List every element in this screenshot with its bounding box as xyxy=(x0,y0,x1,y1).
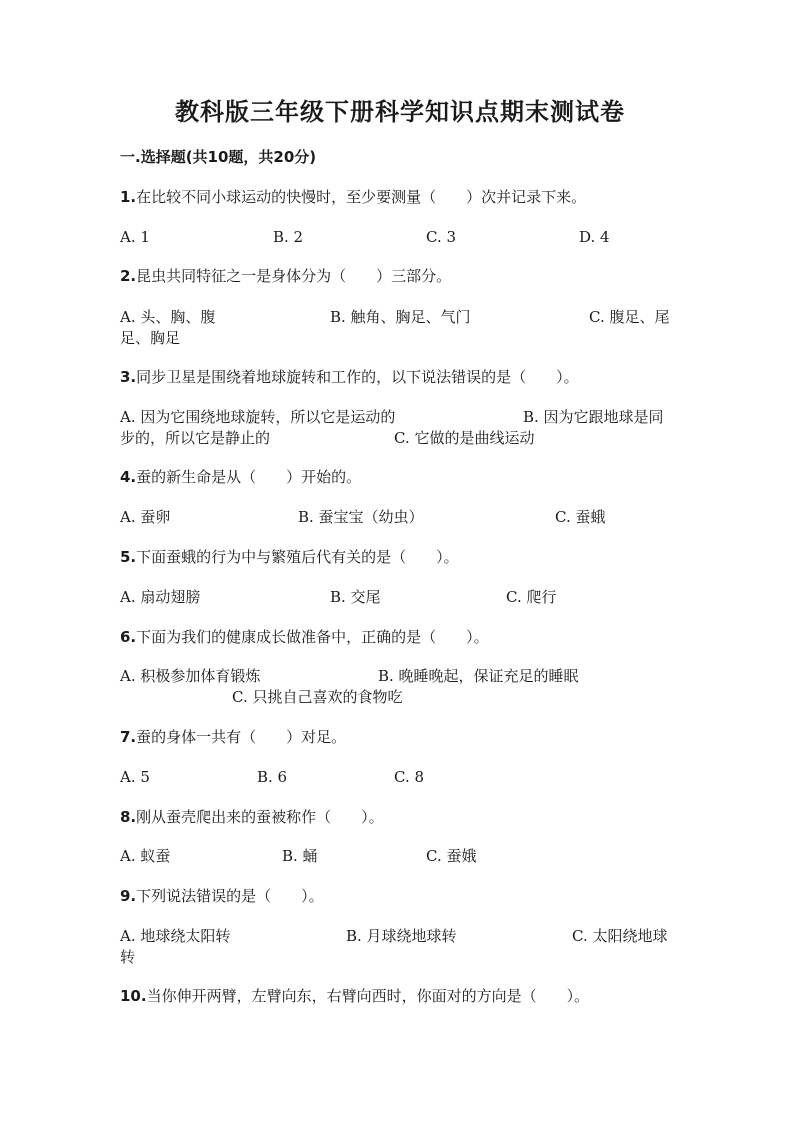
question-number: 7. xyxy=(120,728,137,746)
question-text: 蚕的身体一共有（ ）对足。 xyxy=(136,728,347,746)
option-b[interactable]: B. 蛹 xyxy=(282,847,318,865)
question-text: 下面为我们的健康成长做准备中，正确的是（ ）。 xyxy=(136,628,489,646)
question-text: 刚从蚕壳爬出来的蚕被称作（ ）。 xyxy=(136,808,384,826)
question-number: 5. xyxy=(120,548,137,566)
question-7 xyxy=(120,726,680,748)
question-text: 在比较不同小球运动的快慢时，至少要测量（ ）次并记录下来。 xyxy=(136,188,587,206)
question-text: 下列说法错误的是（ ）。 xyxy=(136,887,324,905)
option-b[interactable]: B. 6 xyxy=(257,768,288,786)
question-1 xyxy=(120,186,680,208)
option-b-continued: 步的，所以它是静止的 xyxy=(120,429,271,447)
option-a[interactable]: A. 1 xyxy=(120,228,150,246)
question-text: 当你伸开两臂，左臂向东，右臂向西时，你面对的方向是（ ）。 xyxy=(146,987,590,1005)
option-c[interactable]: C. 蚕娥 xyxy=(426,847,477,865)
page-title: 教科版三年级下册科学知识点期末测试卷 xyxy=(175,98,625,126)
option-a[interactable]: A. 5 xyxy=(120,768,150,786)
option-c[interactable]: C. 只挑自己喜欢的食物吃 xyxy=(232,688,403,706)
option-c[interactable]: C. 爬行 xyxy=(506,588,557,606)
question-3 xyxy=(120,366,680,388)
option-a[interactable]: A. 地球绕太阳转 xyxy=(120,927,231,945)
question-number: 2. xyxy=(120,267,137,285)
option-b[interactable]: B. 触角、胸足、气门 xyxy=(330,308,471,326)
option-a[interactable]: A. 扇动翅膀 xyxy=(120,588,201,606)
option-a[interactable]: A. 头、胸、腹 xyxy=(120,308,216,326)
question-9 xyxy=(120,885,680,907)
option-c[interactable]: C. 8 xyxy=(394,768,425,786)
option-a[interactable]: A. 蚁蚕 xyxy=(120,847,171,865)
question-5 xyxy=(120,546,680,568)
option-c[interactable]: C. 它做的是曲线运动 xyxy=(394,429,535,447)
question-text: 蚕的新生命是从（ ）开始的。 xyxy=(136,468,362,486)
question-8 xyxy=(120,806,680,828)
question-text: 昆虫共同特征之一是身体分为（ ）三部分。 xyxy=(136,267,452,285)
question-number: 4. xyxy=(120,468,137,486)
option-b[interactable]: B. 蚕宝宝（幼虫） xyxy=(298,508,424,526)
option-b[interactable]: B. 月球绕地球转 xyxy=(346,927,457,945)
option-c[interactable]: C. 3 xyxy=(426,228,457,246)
question-number: 1. xyxy=(120,188,137,206)
question-4 xyxy=(120,466,680,488)
option-c[interactable]: C. 太阳绕地球 xyxy=(572,927,668,945)
question-number: 3. xyxy=(120,368,137,386)
option-c[interactable]: C. 腹足、尾 xyxy=(589,308,670,326)
question-10 xyxy=(120,985,680,1007)
question-6 xyxy=(120,626,680,648)
question-text: 同步卫星是围绕着地球旋转和工作的，以下说法错误的是（ ）。 xyxy=(136,368,579,386)
question-2 xyxy=(120,265,680,287)
question-text: 下面蚕蛾的行为中与繁殖后代有关的是（ ）。 xyxy=(136,548,459,566)
option-b[interactable]: B. 晚睡晚起，保证充足的睡眠 xyxy=(378,667,579,685)
option-d[interactable]: D. 4 xyxy=(579,228,610,246)
option-c[interactable]: C. 蚕蛾 xyxy=(555,508,606,526)
section-heading: 一.选择题(共10题，共20分) xyxy=(120,148,317,166)
option-b[interactable]: B. 2 xyxy=(273,228,304,246)
option-a[interactable]: A. 蚕卵 xyxy=(120,508,171,526)
option-b[interactable]: B. 因为它跟地球是同 xyxy=(523,408,664,426)
option-a[interactable]: A. 因为它围绕地球旋转，所以它是运动的 xyxy=(120,408,396,426)
question-number: 10. xyxy=(120,987,147,1005)
question-number: 6. xyxy=(120,628,137,646)
option-b[interactable]: B. 交尾 xyxy=(330,588,381,606)
option-c-continued: 足、胸足 xyxy=(120,329,181,347)
question-number: 9. xyxy=(120,887,137,905)
option-a[interactable]: A. 积极参加体育锻炼 xyxy=(120,667,261,685)
option-c-continued: 转 xyxy=(120,948,136,966)
question-number: 8. xyxy=(120,808,137,826)
